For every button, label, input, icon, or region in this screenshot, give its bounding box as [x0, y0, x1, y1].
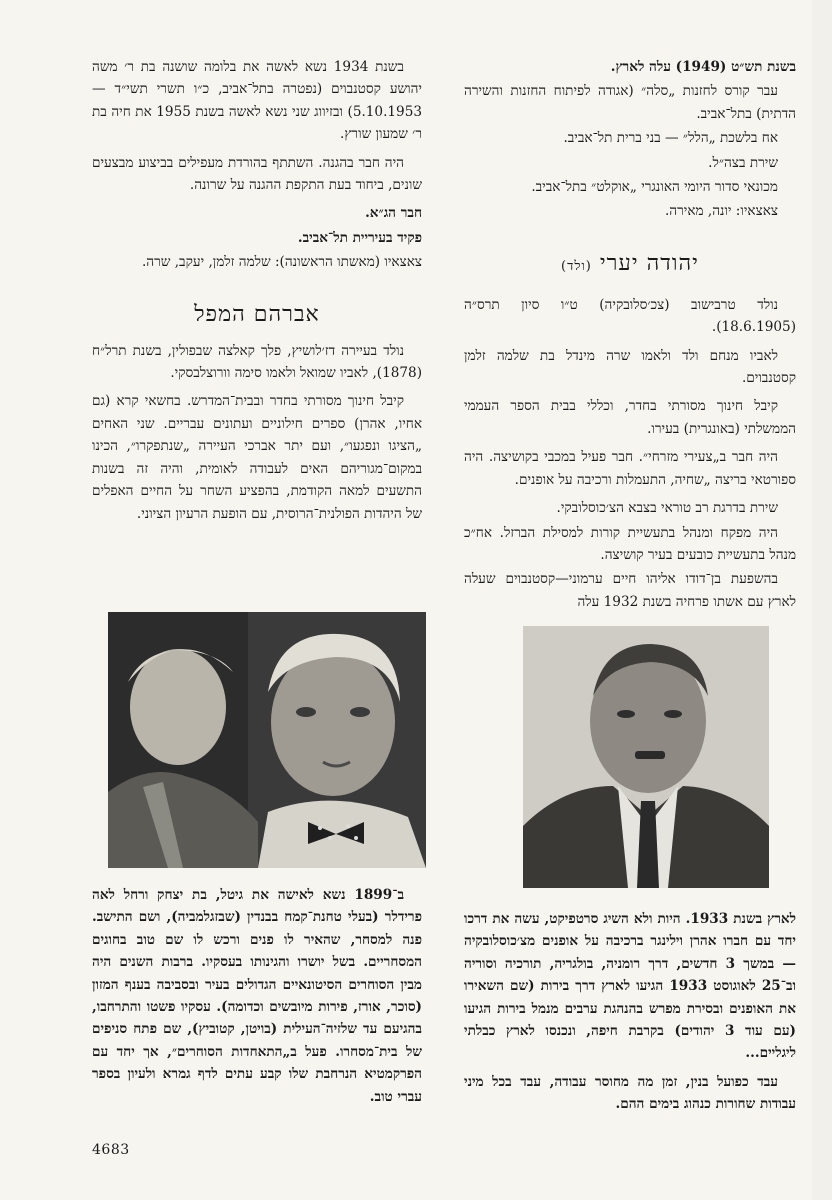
- paragraph: נולד טרבישוב (צכ׳סלובקיה) ט״ו סיון תרס״ה (18.6.1905).: [464, 296, 796, 336]
- paragraph: אח בלשכת „הלל״ — בני ברית תל־אביב.: [563, 130, 778, 147]
- paragraph: היה מפקח ומנהל בתעשיית קורות למסילת הברזל. אח״כ מנהל בתעשיית כובעים בעיר קושיצה.: [464, 524, 796, 563]
- paragraph: בשנת תש״ט (1949) עלה לארץ.: [610, 59, 796, 75]
- page-number: 4683: [92, 1142, 130, 1158]
- paragraph: מכונאי סדור היומי האונגרי „אוקלט״ בתל־אביב.: [531, 179, 778, 196]
- heading-name: אברהם המפל: [194, 301, 320, 327]
- right-column: [464, 56, 796, 619]
- paragraph: לארץ בשנת 1933. היות ולא השיג סרטפיקט, עשה את דרכו יחד עם חברו אהרן וילינגר ברכיבה על אופנים מצ׳כוסלובקיה — במשך 3 חדשים, דרך רומניה, בולגריה, תורכיה וסוריה וב־25 לאוגוסט 1933 הגיעו לארץ דרך בירות (שם השאירו את האופנים ובסירת מפרש בהנהגת ערבים מנמל בירות הגיעו (עם עוד 3 יהודים) בקרבת חיפה, ונכנסו לארץ כבלתי ליגליים...: [464, 911, 796, 1062]
- right-column-continued: [464, 908, 796, 1122]
- heading-name: יהודה יערי: [599, 250, 699, 276]
- paragraph: קיבל חינוך מסורתי בחדר, וכללי בבית הספר העממי הממשלתי (באונגרית) בעירו.: [464, 398, 796, 437]
- paragraph: נולד בעיירה דז׳לושיץ, פלך קאלצה שבפולין, בשנת תרל״ח (1878), לאביו שמואל ולאמו סימה וורוצלבסקי.: [92, 342, 422, 382]
- paragraph: לאביו מנחם ולד ולאמו שרה מינדל בת שלמה זלמן קסטנבוים.: [464, 347, 796, 387]
- paragraph: צאצאיו: יונה, מאירה.: [664, 203, 778, 220]
- paragraph: שירת בצה״ל.: [708, 154, 778, 171]
- heading-note: (ולד): [561, 258, 592, 274]
- left-column-continued: [92, 884, 422, 1114]
- paragraph: בהשפעת בן־דודו אליהו חיים ערמוני—קסטנבוים שעלה לארץ עם אשתו פרחיה בשנת 1932 עלה: [464, 571, 796, 610]
- paragraph: היה חבר בהגנה. השתתף בהורדת מעפילים בביצוע מבצעים שונים, ביחוד בעת התקפת ההגנה על שרונה.: [92, 154, 422, 194]
- man-portrait-photo: [523, 626, 769, 888]
- section-heading: [92, 300, 422, 330]
- paragraph: בשנת 1934 נשא לאשה את בלומה שושנה בת ר׳ משה יהושע קסטנבוים (נפטרה בתל־אביב, כ״ו תשרי תשי״ד — 5.10.1953) ובזיווג שני נשא לאשה בשנת 1955 את חיה בת ר׳ שמעון שורץ.: [92, 59, 422, 143]
- paragraph: צאצאיו (מאשתו הראשונה): שלמה זלמן, יעקב, שרה.: [141, 254, 422, 271]
- paragraph: היה חבר ב„צעירי מזרחי״. חבר פעיל במכבי בקושיצה. היה ספורטאי בריצה „שחיה, התעמלות ורכיבה על אופנים.: [464, 449, 796, 488]
- paragraph: פקיד בעיריית תל־אביב.: [297, 229, 422, 246]
- paragraph: חבר הג״א.: [365, 205, 422, 222]
- left-column: [92, 56, 422, 531]
- paragraph: עבד כפועל בנין, זמן מה מחוסר עבודה, עבד בכל מיני עבודות שחורות כנהוג בימים ההם.: [464, 1073, 796, 1113]
- paragraph: קיבל חינוך מסורתי בחדר ובבית־המדרש. בחשאי קרא (גם אחיו, אהרן) ספרים חילוניים ועתונים עבריים. שני האחים „הציגו ונפגעו״, ועם יתר אברכי העיירה „שנתפקרו״, הכינו במקום־מגוריהם האים לעבודה לאומית, והיה זה בשנות התשעים למאה הקודמת, בהפציע השחר על החיים האפלים של היהדות הפולנית־הרוסית, עם הופעת הרעיון הציוני.: [92, 393, 422, 522]
- paragraph: שירת בדרגת רב טוראי בצבא הצ׳כוסלובקי.: [556, 500, 778, 517]
- couple-portrait-photo: [108, 612, 426, 868]
- page-edge: [812, 0, 832, 1200]
- paragraph: עבר קורס לחזנות „סלה״ (אגודה לפיתוח החזנות והשירה הדתית) בתל־אביב.: [464, 83, 796, 122]
- paragraph: ב־1899 נשא לאישה את גיטל, בת יצחק ורחל לאה פרידלר (בעלי טחנת־קמח בבנדין (שבזגלמביה), ושם התישב. פנה למסחר, שהאיר לו פנים ורכש לו שם טוב בחוגים המסחריים. בשל יושרו והגינותו בעסקיו. ברבות השנים היה מבין הסוחרים הסיטונאיים הגדולים בעיר ובסביבה בענף המזון (סוכר, אורז, פירות מיובשים וכדומה). עסקיו פשטו והתרחבו, בהגיעם עד שלזיה־העילית (בויטן, קטוביץ), שם פתח סניפים של בית־מסחרו. פעל ב„התאחדות הסוחרים״, אך יחד עם הפרקמטיא הנרחבת שלו קבע עתים לדף גמרא ולעיון בספר עברי טוב.: [92, 887, 422, 1105]
- section-heading: [464, 249, 796, 282]
